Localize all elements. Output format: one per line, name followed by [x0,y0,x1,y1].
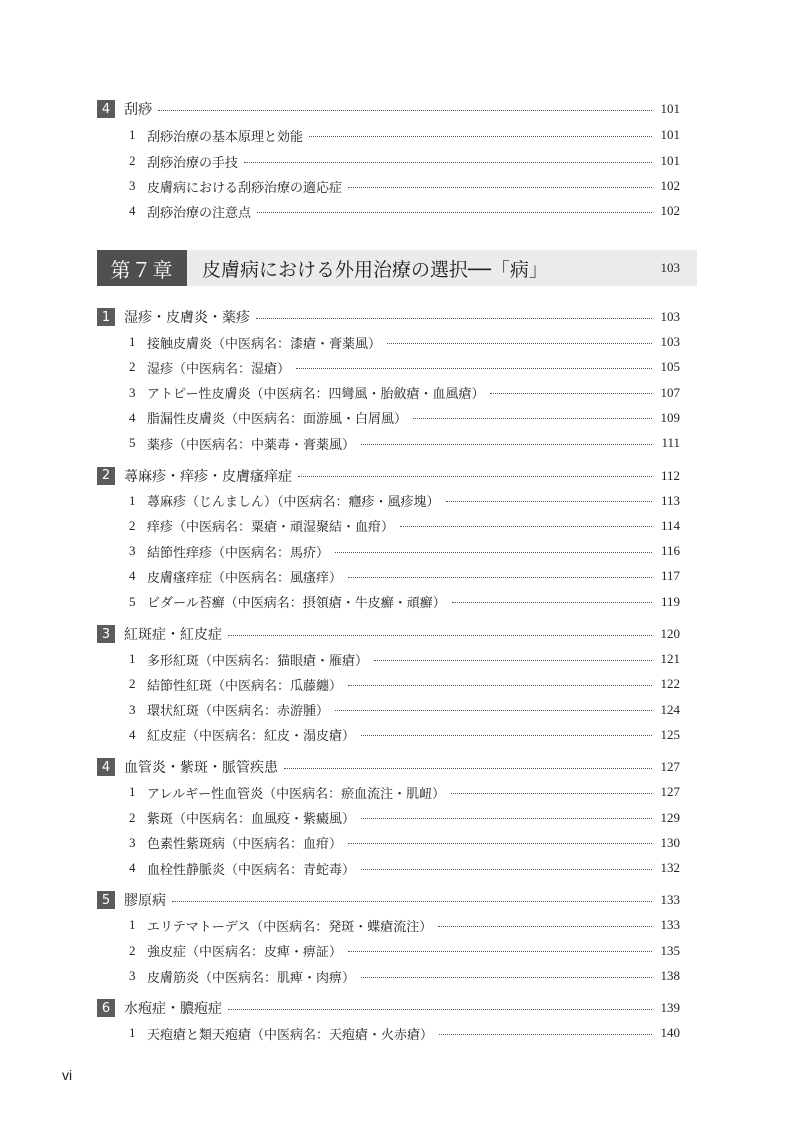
dot-leader [284,768,652,769]
entry-number: 4 [129,203,136,218]
dot-leader [400,526,652,527]
entry-page-number: 138 [660,968,680,983]
entry-page-number: 135 [660,942,680,958]
entry-page-number: 129 [660,809,680,825]
page-folio: vi [62,1067,73,1083]
entry-number: 3 [129,701,136,717]
entry-number: 1 [129,1025,136,1041]
entry-page-number: 111 [661,435,680,451]
section-2-heading[interactable] [97,465,680,487]
section-page-number: 120 [660,626,680,641]
entry-title: 紅皮症（中医病名：紅皮・溻皮瘡） [147,729,356,745]
entry-title: 接触皮膚炎（中医病名：漆瘡・膏薬風） [147,336,382,352]
section-title: 水疱症・膿疱症 [124,1001,222,1018]
entry-title: 刮痧治療の手技 [147,155,239,171]
entry-page-number: 122 [660,676,680,692]
entry-page-number: 130 [660,834,680,850]
dot-leader [256,318,652,319]
entry-page-number: 109 [660,409,680,425]
entry-number: 1 [129,651,136,666]
toc-entry[interactable] [129,592,680,612]
entry-title: 紫斑（中医病名：血風疫・紫癜風） [147,812,356,827]
entry-title: 刮痧治療の注意点 [147,205,252,221]
dot-leader [296,368,652,369]
entry-number: 4 [129,860,136,876]
entry-page-number: 117 [660,568,680,584]
entry-page-number: 133 [660,917,680,933]
entry-number: 2 [129,517,136,533]
section-5-heading[interactable] [97,889,680,911]
toc-entry[interactable] [129,833,680,853]
toc-entry[interactable] [129,125,680,145]
section-title: 血管炎・紫斑・脈管疾患 [124,760,278,777]
entry-page-number: 102 [660,178,680,193]
section-number-box: 4 [97,100,115,118]
entry-title: 色素性紫斑病（中医病名：血疳） [147,837,343,853]
entry-number: 3 [129,543,136,559]
entry-page-number: 116 [660,543,680,559]
dot-leader [348,685,652,686]
toc-entry[interactable] [129,151,680,171]
entry-number: 4 [129,568,136,584]
entry-page-number: 105 [660,359,680,375]
dot-leader [361,818,652,819]
section-1-heading[interactable] [97,306,680,328]
dot-leader [348,951,652,952]
section-number-box: 5 [97,891,115,909]
toc-entry[interactable] [129,808,680,828]
entry-page-number: 119 [660,593,680,609]
entry-title: 皮膚瘙痒症（中医病名：風瘙痒） [147,570,343,586]
top-section-heading[interactable] [97,98,680,120]
dot-leader [361,977,652,978]
dot-leader [335,552,652,553]
entry-number: 2 [129,942,136,958]
entry-title: エリテマトーデス（中医病名：発斑・蝶瘡流注） [147,919,433,935]
dot-leader [361,735,652,736]
dot-leader [335,710,652,711]
section-page-number: 103 [660,309,680,324]
entry-number: 3 [129,968,136,983]
dot-leader [172,901,652,902]
toc-entry[interactable] [129,941,680,961]
chapter-label: 第７章 [97,250,187,286]
entry-page-number: 132 [660,860,680,876]
toc-entry[interactable] [129,566,680,586]
toc-entry[interactable] [129,357,680,377]
toc-entry[interactable] [129,491,680,511]
toc-entry[interactable] [129,700,680,720]
dot-leader [348,843,652,844]
dot-leader [228,1009,652,1010]
toc-entry[interactable] [129,433,680,453]
toc-entry[interactable] [129,725,680,745]
section-4-heading[interactable] [97,756,680,778]
entry-title: 多形紅斑（中医病名：猫眼瘡・雁瘡） [147,653,369,669]
entry-title: 皮膚病における刮痧治療の適応症 [147,180,343,196]
dot-leader [348,187,652,188]
chapter-heading[interactable] [97,250,697,286]
entry-number: 2 [129,153,136,168]
entry-page-number: 127 [660,784,680,800]
entry-title: 皮膚筋炎（中医病名：肌痺・肉痹） [147,970,356,986]
section-page-number: 127 [660,759,680,775]
section-page-number: 133 [660,892,680,908]
toc-entry[interactable] [129,858,680,878]
entry-number: 5 [129,435,136,451]
entry-number: 1 [129,784,136,800]
entry-page-number: 140 [660,1025,680,1041]
entry-title: 天疱瘡と類天疱瘡（中医病名：天疱瘡・火赤瘡） [147,1027,434,1043]
dot-leader [446,501,652,502]
dot-leader [361,444,652,445]
dot-leader [309,136,652,137]
entry-title: 蕁麻疹（じんましん）（中医病名：癮疹・風疹塊） [147,495,440,510]
section-6-heading[interactable] [97,997,680,1019]
entry-number: 2 [129,676,136,692]
section-title: 刮痧 [124,102,152,118]
entry-number: 1 [129,334,136,349]
chapter-page-number: 103 [660,260,680,275]
toc-entry[interactable] [129,1023,680,1043]
section-page-number: 101 [660,101,680,116]
toc-entry[interactable] [129,383,680,403]
dot-leader [228,635,652,636]
entry-number: 2 [129,359,136,375]
section-title: 膠原病 [124,893,166,910]
entry-page-number: 101 [660,127,680,142]
entry-title: 刮痧治療の基本原理と効能 [147,129,304,145]
entry-title: 結節性痒疹（中医病名：馬疥） [147,545,330,561]
entry-title: 湿疹（中医病名：湿瘡） [147,361,291,377]
entry-number: 4 [129,409,136,425]
entry-title: ビダール苔癬（中医病名：摂領瘡・牛皮癬・頑癬） [147,596,446,612]
dot-leader [158,110,652,111]
entry-number: 3 [129,178,136,193]
entry-title: 痒疹（中医病名：粟瘡・頑湿聚結・血疳） [147,520,395,536]
toc-entry[interactable] [129,332,680,352]
section-title: 紅斑症・紅皮症 [124,627,222,643]
section-number-box: 2 [97,467,115,485]
toc-entry[interactable] [129,408,680,428]
entry-title: 強皮症（中医病名：皮痺・痹証） [147,945,343,961]
entry-title: 結節性紅斑（中医病名：瓜藤纏） [147,678,343,694]
dot-leader [439,1034,652,1035]
dot-leader [374,660,652,661]
toc-entry[interactable] [129,201,680,221]
entry-page-number: 107 [660,384,680,400]
entry-number: 4 [129,726,136,742]
section-number-box: 3 [97,625,115,643]
entry-page-number: 121 [660,651,680,666]
section-3-heading[interactable] [97,623,680,645]
entry-page-number: 103 [660,334,680,349]
section-number-box: 6 [97,999,115,1017]
entry-page-number: 124 [660,701,680,717]
entry-number: 2 [129,809,136,825]
entry-page-number: 113 [660,492,680,508]
entry-title: 環状紅斑（中医病名：赤游腫） [147,704,330,720]
entry-page-number: 102 [660,203,680,218]
toc-entry[interactable] [129,516,680,536]
entry-title: アレルギー性血管炎（中医病名：瘀血流注・肌衄） [147,786,446,802]
dot-leader [490,393,652,394]
entry-title: 血栓性静脈炎（中医病名：青蛇毒） [147,862,356,878]
entry-page-number: 101 [660,153,680,168]
entry-number: 3 [129,834,136,850]
section-page-number: 139 [660,1000,680,1016]
section-page-number: 112 [660,467,680,483]
dot-leader [361,869,652,870]
entry-page-number: 114 [660,517,680,533]
dot-leader [451,793,652,794]
dot-leader [257,212,652,213]
section-number-box: 1 [97,308,115,326]
entry-number: 5 [129,593,136,609]
section-title: 湿疹・皮膚炎・薬疹 [124,310,250,326]
entry-title: 脂漏性皮膚炎（中医病名：面游風・白屑風） [147,412,408,428]
entry-title: アトピー性皮膚炎（中医病名：四彎風・胎斂瘡・血風瘡） [147,387,485,403]
toc-entry[interactable] [129,915,680,935]
entry-number: 3 [129,384,136,400]
entry-number: 1 [129,492,136,508]
entry-number: 1 [129,127,136,142]
dot-leader [387,343,652,344]
entry-page-number: 125 [660,726,680,742]
toc-entry[interactable] [129,541,680,561]
dot-leader [413,418,652,419]
chapter-title: 皮膚病における外用治療の選択──「病」 [202,258,548,281]
toc-entry[interactable] [129,674,680,694]
section-title: 蕁麻疹・痒疹・皮膚瘙痒症 [124,468,292,485]
toc-entry[interactable] [129,649,680,669]
dot-leader [298,476,652,477]
dot-leader [438,926,652,927]
toc-entry[interactable] [129,176,680,196]
dot-leader [348,577,652,578]
entry-number: 1 [129,917,136,933]
section-number-box: 4 [97,758,115,776]
toc-entry[interactable] [129,782,680,802]
dot-leader [452,602,652,603]
toc-entry[interactable] [129,966,680,986]
entry-title: 薬疹（中医病名：中薬毒・膏薬風） [147,437,356,453]
dot-leader [244,162,652,163]
